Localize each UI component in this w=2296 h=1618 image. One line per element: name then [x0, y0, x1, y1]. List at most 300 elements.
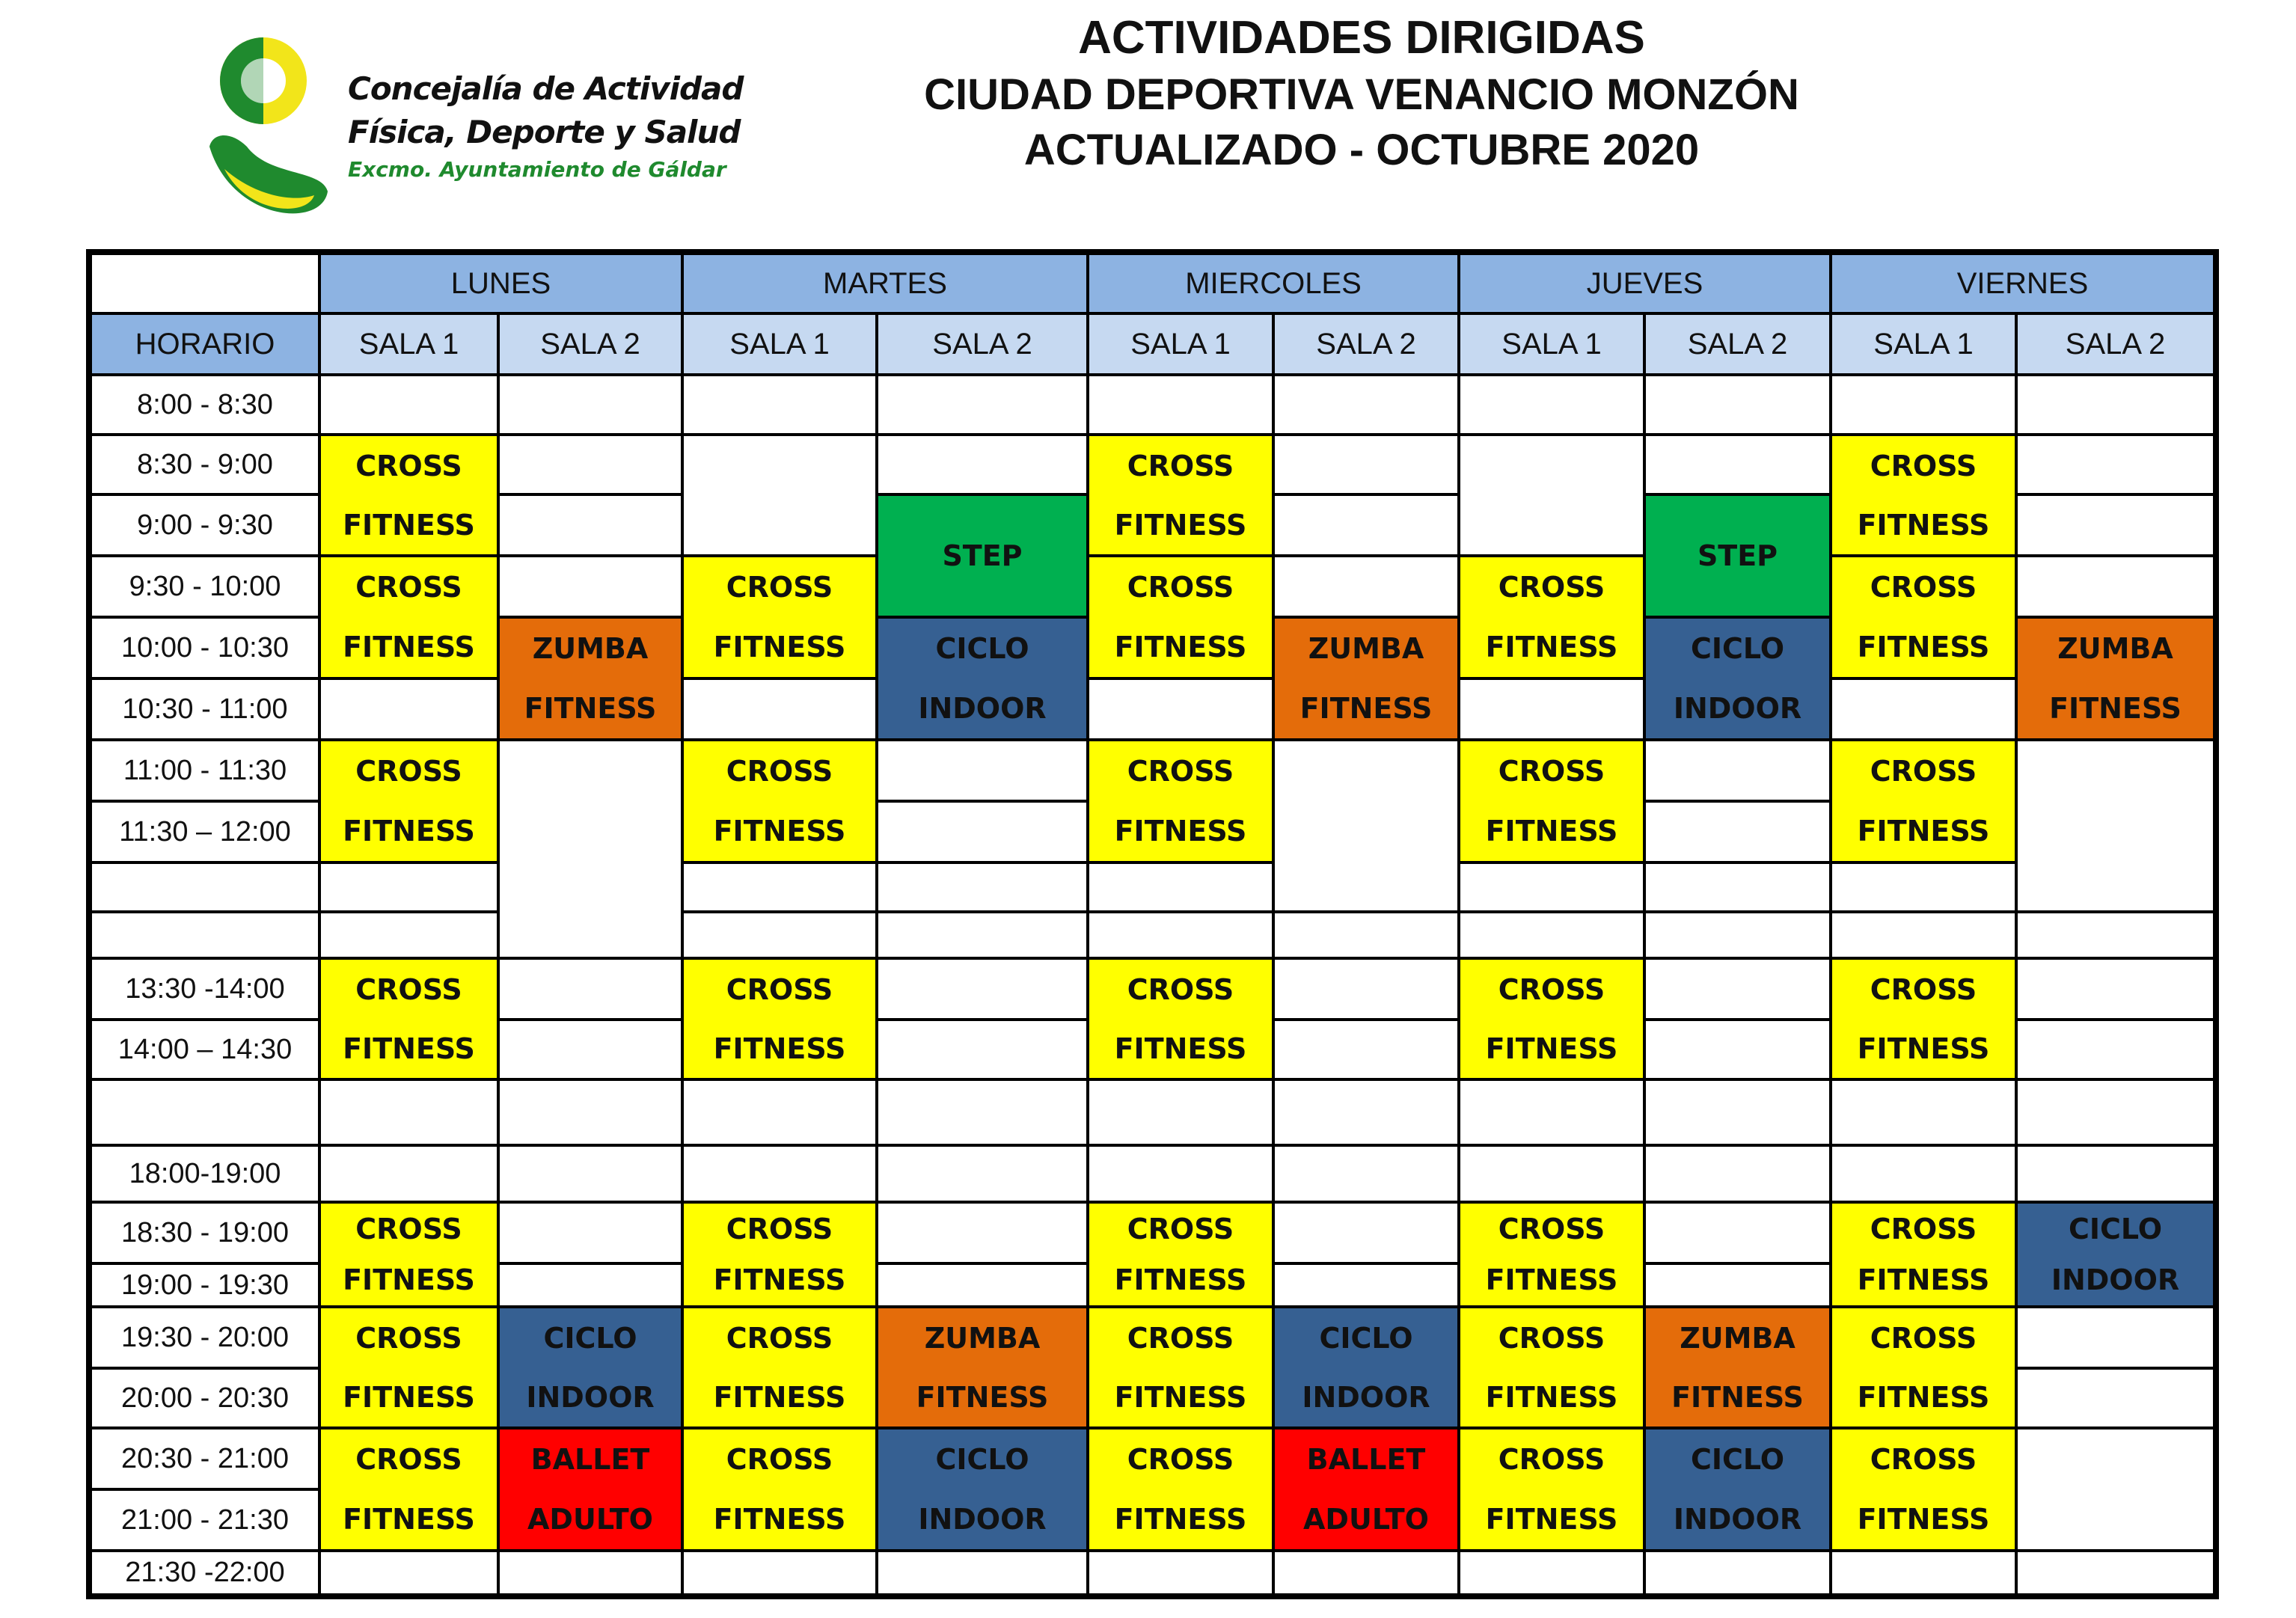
empty-slot [877, 375, 1088, 435]
empty-slot [877, 1263, 1088, 1307]
activity-line-1: CROSS [355, 755, 462, 788]
time-slot [91, 1307, 319, 1368]
empty-slot [319, 1145, 498, 1202]
sala-header [682, 313, 877, 375]
activity-line-2: FITNESS [1857, 1503, 1990, 1536]
activity-line-2: FITNESS [1857, 631, 1990, 664]
activity-line-1: CROSS [1498, 1443, 1605, 1476]
sala-header [498, 313, 682, 375]
time-slot [91, 1202, 319, 1263]
activity-line-1: CICLO [935, 1443, 1029, 1476]
activity-ciclo-indoor [1644, 1428, 1831, 1551]
empty-slot [1644, 801, 1831, 862]
empty-slot [877, 435, 1088, 494]
activity-line-2: FITNESS [1114, 508, 1247, 542]
activity-line-2: FITNESS [1485, 815, 1618, 848]
activity-line-1: CROSS [1127, 1213, 1234, 1245]
empty-slot [877, 1145, 1088, 1202]
activity-zumba-fitness [877, 1307, 1088, 1428]
concejalia-emblem-icon [202, 34, 344, 229]
activity-line-1: CICLO [543, 1321, 637, 1355]
activity-line-2: FITNESS [343, 631, 475, 664]
concejalia-logo [202, 34, 744, 236]
empty-slot [2016, 435, 2214, 494]
activity-line-2: FITNESS [1485, 1380, 1618, 1414]
activity-cross-fitness [1459, 556, 1644, 678]
activity-line-2: INDOOR [2051, 1263, 2180, 1296]
empty-slot [1459, 862, 1644, 912]
day-header-label: LUNES [450, 266, 551, 300]
activity-cross-fitness [682, 556, 877, 678]
empty-slot [877, 1079, 1088, 1145]
empty-slot [498, 1202, 682, 1263]
time-slot-label: 14:00 – 14:30 [117, 1033, 293, 1065]
time-slot-label: 19:00 - 19:30 [121, 1269, 289, 1301]
activity-line-1: CICLO [1319, 1321, 1413, 1355]
activity-cross-fitness [682, 1307, 877, 1428]
activity-line-2: FITNESS [1485, 1503, 1618, 1536]
sala-header-label: SALA 1 [1873, 327, 1974, 361]
empty-slot [1831, 1145, 2016, 1202]
activity-line-2: INDOOR [1673, 692, 1802, 725]
activity-line-2: FITNESS [343, 815, 475, 848]
activity-line-1: CROSS [726, 571, 833, 604]
activity-line-2: ADULTO [527, 1503, 653, 1536]
empty-slot [877, 912, 1088, 958]
time-slot-label: 18:30 - 19:00 [121, 1216, 289, 1248]
activity-line-1: CROSS [1127, 972, 1234, 1006]
time-slot [91, 1079, 319, 1145]
activity-ciclo-indoor [877, 617, 1088, 740]
time-slot [91, 375, 319, 435]
activity-cross-fitness [1459, 958, 1644, 1079]
empty-slot [1273, 556, 1459, 617]
activity-line-1: CICLO [2068, 1213, 2163, 1245]
activity-line-1: CROSS [1870, 755, 1977, 788]
activity-line-2: FITNESS [1114, 1503, 1247, 1536]
empty-slot [498, 958, 682, 1020]
activity-line-1: BALLET [530, 1443, 650, 1476]
activity-line-2: ADULTO [1303, 1503, 1429, 1536]
time-slot [91, 801, 319, 862]
activity-line-2: FITNESS [1857, 508, 1990, 542]
time-slot-label: 13:30 -14:00 [125, 972, 285, 1005]
horario-header [91, 313, 319, 375]
activity-cross-fitness [1459, 740, 1644, 862]
activity-line-2: FITNESS [524, 692, 657, 725]
activity-line-1: CROSS [355, 1443, 462, 1476]
empty-slot [498, 1079, 682, 1145]
activity-cross-fitness [1831, 740, 2016, 862]
activity-ciclo-indoor [1273, 1307, 1459, 1428]
activity-line-1: CROSS [1498, 571, 1605, 604]
activity-line-2: FITNESS [343, 1380, 475, 1414]
empty-slot [319, 375, 498, 435]
sala-header [1831, 313, 2016, 375]
empty-slot [2016, 740, 2214, 912]
empty-slot [1644, 1145, 1831, 1202]
activity-line-2: FITNESS [713, 1263, 846, 1296]
activity-cross-fitness [1088, 556, 1273, 678]
activity-line-2: FITNESS [1857, 1032, 1990, 1065]
activity-line-1: CROSS [1870, 972, 1977, 1006]
sala-header [1273, 313, 1459, 375]
activity-line-1: CROSS [1498, 755, 1605, 788]
empty-slot [1644, 912, 1831, 958]
empty-slot [1459, 678, 1644, 740]
empty-slot [877, 1551, 1088, 1595]
empty-slot [498, 1263, 682, 1307]
time-slot [91, 958, 319, 1020]
activity-line-1: CROSS [1127, 571, 1234, 604]
empty-slot [682, 678, 877, 740]
activity-ciclo-indoor [498, 1307, 682, 1428]
activity-line-2: FITNESS [1671, 1380, 1804, 1414]
time-slot [91, 435, 319, 494]
empty-slot [1088, 1551, 1273, 1595]
sala-header-label: SALA 1 [358, 327, 459, 361]
time-slot [91, 1368, 319, 1428]
sala-header [877, 313, 1088, 375]
activity-cross-fitness [682, 1202, 877, 1307]
logo-line-2: Física, Deporte y Salud [348, 114, 741, 150]
empty-slot [1273, 1202, 1459, 1263]
empty-slot [498, 435, 682, 494]
activity-cross-fitness [319, 1307, 498, 1428]
empty-slot [498, 740, 682, 958]
activity-line-2: FITNESS [1114, 815, 1247, 848]
empty-slot [1644, 1079, 1831, 1145]
activity-line-1: CROSS [726, 1443, 833, 1476]
activity-line-2: FITNESS [713, 1503, 846, 1536]
activity-cross-fitness [319, 740, 498, 862]
activity-line-2: INDOOR [1673, 1503, 1802, 1536]
empty-slot [319, 862, 498, 912]
empty-slot [1459, 375, 1644, 435]
empty-slot [877, 801, 1088, 862]
activity-cross-fitness [319, 1428, 498, 1551]
activity-line-2: FITNESS [343, 1263, 475, 1296]
empty-slot [1831, 678, 2016, 740]
empty-slot [2016, 494, 2214, 556]
activity-zumba-fitness [2016, 617, 2214, 740]
empty-slot [1273, 740, 1459, 912]
schedule-table [86, 249, 2219, 1599]
activity-cross-fitness [1088, 958, 1273, 1079]
activity-ciclo-indoor [877, 1428, 1088, 1551]
empty-slot [498, 1020, 682, 1079]
activity-line-1: CICLO [1690, 632, 1785, 665]
empty-slot [2016, 556, 2214, 617]
empty-slot [682, 862, 877, 912]
day-header-miercoles [1088, 254, 1459, 313]
activity-zumba-fitness [1273, 617, 1459, 740]
empty-slot [498, 556, 682, 617]
empty-slot [498, 375, 682, 435]
activity-cross-fitness [682, 958, 877, 1079]
activity-step [1644, 494, 1831, 617]
day-header-label: MARTES [823, 266, 947, 300]
activity-line-1: CROSS [1127, 1443, 1234, 1476]
activity-line-1: CROSS [355, 1321, 462, 1355]
empty-slot [498, 1145, 682, 1202]
empty-slot [1273, 1079, 1459, 1145]
time-slot [91, 862, 319, 912]
activity-line-1: CROSS [1870, 571, 1977, 604]
activity-cross-fitness [682, 1428, 877, 1551]
time-slot-label: 8:30 - 9:00 [137, 448, 273, 480]
activity-step [877, 494, 1088, 617]
activity-line-2: FITNESS [713, 815, 846, 848]
update-date: ACTUALIZADO - OCTUBRE 2020 [1023, 126, 1700, 174]
empty-slot [1831, 862, 2016, 912]
activity-line-1: CICLO [935, 632, 1029, 665]
time-slot-label: 19:30 - 20:00 [121, 1321, 289, 1353]
activity-zumba-fitness [498, 617, 682, 740]
activity-cross-fitness [1088, 1307, 1273, 1428]
time-slot-label: 21:00 - 21:30 [121, 1504, 289, 1536]
empty-slot [2016, 375, 2214, 435]
empty-slot [1459, 1079, 1644, 1145]
empty-slot [2016, 1307, 2214, 1368]
corner-cell [91, 254, 319, 313]
time-slot-label: 10:30 - 11:00 [122, 693, 288, 725]
activity-line-1: CROSS [355, 972, 462, 1006]
activity-line-1: CROSS [726, 755, 833, 788]
activity-line-2: FITNESS [1857, 815, 1990, 848]
activity-line-2: FITNESS [1485, 1263, 1618, 1296]
sala-header [319, 313, 498, 375]
time-slot-label: 11:30 – 12:00 [119, 815, 291, 848]
time-slot [91, 1551, 319, 1595]
empty-slot [319, 1079, 498, 1145]
page-subtitle: CIUDAD DEPORTIVA VENANCIO MONZÓN [924, 70, 1799, 119]
time-slot [91, 740, 319, 801]
empty-slot [2016, 958, 2214, 1020]
empty-slot [1644, 740, 1831, 801]
time-slot [91, 1428, 319, 1489]
empty-slot [2016, 1079, 2214, 1145]
empty-slot [1831, 1551, 2016, 1595]
activity-cross-fitness [1459, 1428, 1644, 1551]
time-slot [91, 1020, 319, 1079]
time-slot-label: 11:00 - 11:30 [123, 754, 287, 786]
empty-slot [1088, 862, 1273, 912]
time-slot [91, 556, 319, 617]
sala-header [2016, 313, 2214, 375]
activity-line-1: CROSS [1127, 755, 1234, 788]
activity-cross-fitness [1088, 740, 1273, 862]
activity-line-1: CROSS [355, 1213, 462, 1245]
time-slot-label: 21:30 -22:00 [125, 1557, 285, 1588]
empty-slot [1459, 1551, 1644, 1595]
activity-line-1: STEP [942, 539, 1023, 572]
sala-header-label: SALA 2 [540, 327, 640, 361]
activity-line-1: CROSS [1498, 1321, 1605, 1355]
empty-slot [1644, 375, 1831, 435]
activity-cross-fitness [1459, 1202, 1644, 1307]
empty-slot [2016, 1551, 2214, 1595]
activity-line-1: CROSS [726, 1213, 833, 1245]
activity-line-2: INDOOR [1302, 1380, 1430, 1414]
activity-cross-fitness [1459, 1307, 1644, 1428]
activity-line-2: FITNESS [916, 1380, 1049, 1414]
time-slot-label: 20:30 - 21:00 [121, 1442, 289, 1474]
time-slot-label: 20:00 - 20:30 [121, 1382, 289, 1414]
sala-header-label: SALA 2 [2065, 327, 2166, 361]
day-header-label: JUEVES [1586, 266, 1703, 300]
empty-slot [877, 1202, 1088, 1263]
day-header-martes [682, 254, 1088, 313]
empty-slot [498, 1551, 682, 1595]
empty-slot [1273, 1551, 1459, 1595]
empty-slot [2016, 1428, 2214, 1551]
empty-slot [1459, 435, 1644, 556]
time-slot [91, 1145, 319, 1202]
sala-header [1459, 313, 1644, 375]
empty-slot [319, 1551, 498, 1595]
time-slot [91, 494, 319, 556]
sala-header-label: SALA 1 [1501, 327, 1602, 361]
time-slot-label: 10:00 - 10:30 [121, 631, 289, 664]
activity-line-1: CROSS [355, 449, 462, 482]
logo-line-3: Excmo. Ayuntamiento de Gáldar [348, 157, 726, 182]
activity-line-1: ZUMBA [1308, 632, 1424, 665]
empty-slot [682, 1079, 877, 1145]
activity-line-2: FITNESS [1857, 1263, 1990, 1296]
activity-ballet-adulto [498, 1428, 682, 1551]
activity-line-2: FITNESS [1299, 692, 1433, 725]
activity-line-2: INDOOR [918, 1503, 1047, 1536]
sala-header-label: SALA 1 [1130, 327, 1231, 361]
time-slot-label: 8:00 - 8:30 [137, 388, 273, 420]
activity-cross-fitness [1831, 958, 2016, 1079]
activity-cross-fitness [319, 1202, 498, 1307]
day-header-jueves [1459, 254, 1831, 313]
empty-slot [682, 1145, 877, 1202]
activity-line-1: CROSS [726, 972, 833, 1006]
activity-line-2: FITNESS [1114, 1032, 1247, 1065]
time-slot [91, 1489, 319, 1551]
empty-slot [2016, 1145, 2214, 1202]
empty-slot [1459, 1145, 1644, 1202]
sala-header-label: SALA 2 [932, 327, 1032, 361]
empty-slot [1088, 678, 1273, 740]
activity-line-2: INDOOR [526, 1380, 655, 1414]
empty-slot [1644, 1551, 1831, 1595]
activity-zumba-fitness [1644, 1307, 1831, 1428]
activity-cross-fitness [1088, 1202, 1273, 1307]
activity-line-1: CROSS [1127, 1321, 1234, 1355]
empty-slot [1831, 375, 2016, 435]
activity-cross-fitness [1831, 435, 2016, 556]
logo-line-1: Concejalía de Actividad [348, 70, 744, 107]
empty-slot [1273, 1020, 1459, 1079]
activity-line-2: FITNESS [1114, 1263, 1247, 1296]
activity-line-1: CROSS [1870, 1321, 1977, 1355]
activity-ciclo-indoor [2016, 1202, 2214, 1307]
empty-slot [877, 862, 1088, 912]
activity-cross-fitness [319, 435, 498, 556]
activity-line-2: FITNESS [343, 1503, 475, 1536]
empty-slot [1644, 1263, 1831, 1307]
empty-slot [1273, 375, 1459, 435]
activity-line-2: FITNESS [1114, 1380, 1247, 1414]
time-slot [91, 617, 319, 678]
empty-slot [1273, 1145, 1459, 1202]
activity-cross-fitness [319, 958, 498, 1079]
activity-line-2: FITNESS [713, 1032, 846, 1065]
activity-line-2: FITNESS [713, 1380, 846, 1414]
empty-slot [1088, 375, 1273, 435]
sala-header-label: SALA 2 [1687, 327, 1788, 361]
activity-line-1: ZUMBA [1680, 1321, 1796, 1355]
empty-slot [1273, 1263, 1459, 1307]
activity-line-1: CROSS [1870, 1443, 1977, 1476]
activity-line-1: CROSS [1498, 972, 1605, 1006]
activity-line-1: CROSS [1870, 1213, 1977, 1245]
day-header-viernes [1831, 254, 2214, 313]
empty-slot [1831, 912, 2016, 958]
sala-header [1088, 313, 1273, 375]
empty-slot [877, 740, 1088, 801]
activity-line-1: CROSS [1127, 449, 1234, 482]
time-slot [91, 912, 319, 958]
activity-line-1: CROSS [1870, 449, 1977, 482]
activity-line-2: FITNESS [1485, 1032, 1618, 1065]
empty-slot [319, 678, 498, 740]
empty-slot [1273, 912, 1459, 958]
empty-slot [2016, 1020, 2214, 1079]
empty-slot [498, 494, 682, 556]
empty-slot [1273, 958, 1459, 1020]
activity-cross-fitness [319, 556, 498, 678]
activity-line-1: CROSS [355, 571, 462, 604]
empty-slot [1088, 1079, 1273, 1145]
empty-slot [682, 375, 877, 435]
activity-line-2: FITNESS [343, 1032, 475, 1065]
activity-cross-fitness [682, 740, 877, 862]
time-slot [91, 678, 319, 740]
day-header-label: VIERNES [1956, 266, 2089, 300]
time-slot [91, 1263, 319, 1307]
empty-slot [2016, 1368, 2214, 1428]
empty-slot [877, 958, 1088, 1020]
day-header-label: MIERCOLES [1185, 266, 1362, 300]
empty-slot [1273, 435, 1459, 494]
sala-header-label: SALA 1 [729, 327, 830, 361]
page-title: ACTIVIDADES DIRIGIDAS [1078, 12, 1645, 64]
activity-line-2: FITNESS [343, 508, 475, 542]
activity-line-1: ZUMBA [2057, 632, 2173, 665]
sala-header-label: SALA 2 [1316, 327, 1416, 361]
activity-cross-fitness [1831, 1202, 2016, 1307]
activity-cross-fitness [1088, 1428, 1273, 1551]
activity-cross-fitness [1088, 435, 1273, 556]
empty-slot [682, 1551, 877, 1595]
empty-slot [1088, 1145, 1273, 1202]
empty-slot [1831, 1079, 2016, 1145]
activity-line-2: FITNESS [2049, 692, 2182, 725]
empty-slot [682, 435, 877, 556]
activity-line-2: FITNESS [713, 631, 846, 664]
activity-cross-fitness [1831, 1428, 2016, 1551]
activity-line-1: CICLO [1690, 1443, 1785, 1476]
empty-slot [2016, 912, 2214, 958]
empty-slot [1088, 912, 1273, 958]
activity-line-1: ZUMBA [924, 1321, 1041, 1355]
empty-slot [1644, 1202, 1831, 1263]
